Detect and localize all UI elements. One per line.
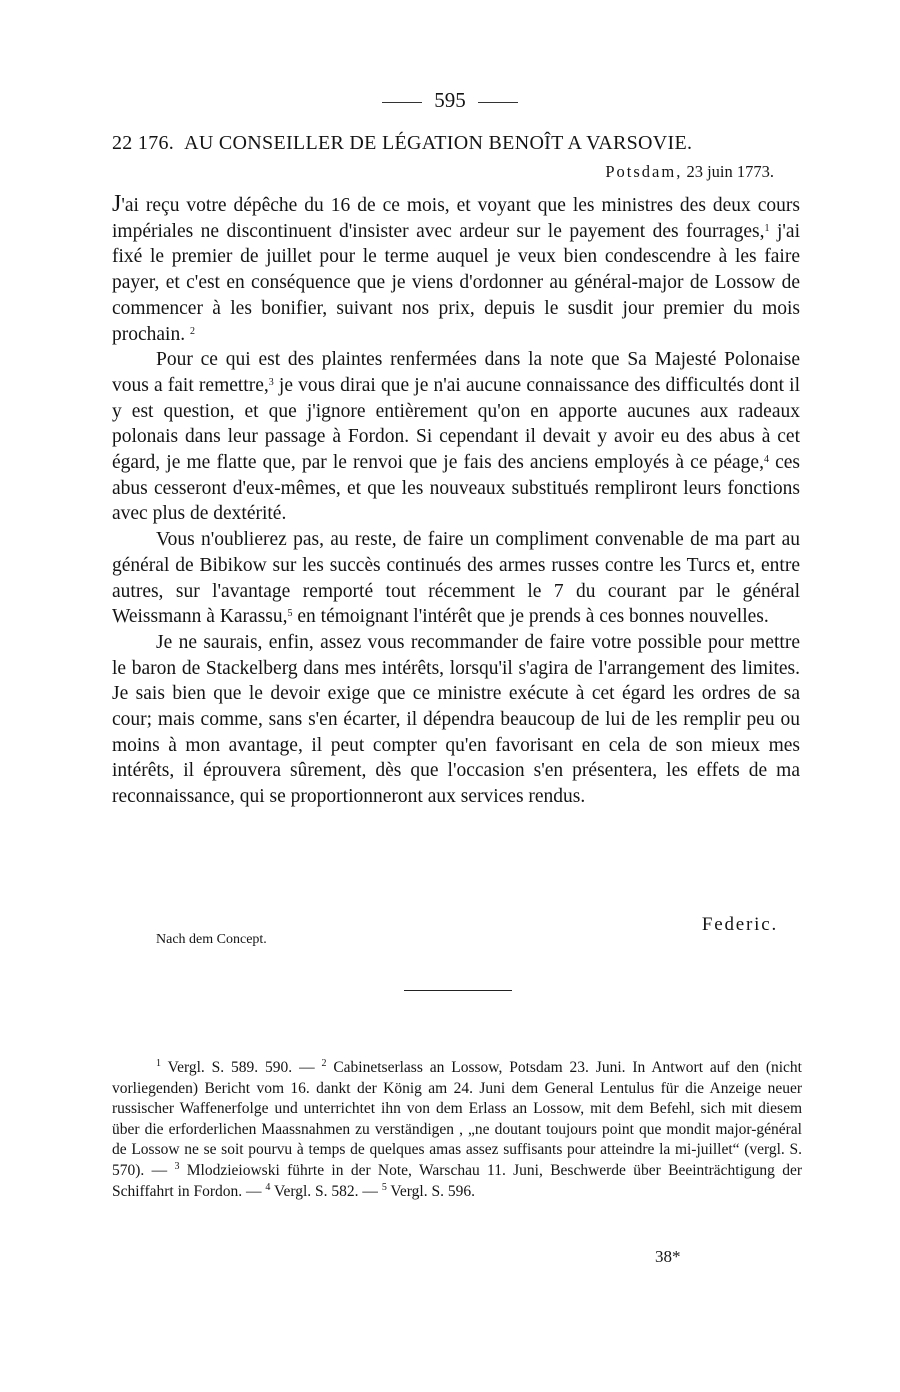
paragraph-2-text-c: ces abus cesseront d'eux-mêmes, et que les nouveaux substitués rempliront leurs fonctions avec plus de dextérité. [112, 452, 800, 525]
footnote-ref-2: 2 [189, 325, 195, 337]
page-number-dash-left [382, 102, 422, 103]
footnote-mark-3: 3 [174, 1160, 180, 1172]
dateline [605, 162, 774, 182]
footnote-ref-3: 3 [268, 376, 274, 388]
footnote-5: Vergl. S. 596. [386, 1182, 475, 1200]
source-note: Nach dem Concept. [156, 932, 267, 947]
footnote-ref-1: 1 [764, 222, 770, 234]
footnote-2: Cabinetserlass an Lossow, Potsdam 23. Juni. In Antwort auf den (nicht vorliegenden) Bericht vom 16. dankt der König am 24. Juni dem General Lentulus für die Anzeige neuer russischer Waffenerfolge und unterrichtet ihn von dem Erlass an Lossow, mit dem Befehl, sich mit diesem über die erforderlichen Maassnahmen zu verständigen , „ne doutant toujours point que mondit major-général de Lossow ne se soit pourvu à temps de quelques amas assez suffisants pour atteindre la mi-juillet“ (vergl. S. 570). — [112, 1059, 802, 1179]
paragraph-2-text-b: je vous dirai que je n'ai aucune connaissance des difficultés dont il y est question, et que j'ignore entièrement qu'on en apporte aucunes aux radeaux polonais dans leur passage à Fordon. Si cependant il devait y avoir eu des abus à cet égard, je me flatte que, par le renvoi que je fais des anciens employés à ce péage, [112, 374, 800, 474]
page-number-text: 595 [434, 88, 466, 112]
letter-body [112, 192, 800, 810]
initial-letter: J [112, 191, 122, 217]
paragraph-1 [112, 192, 800, 347]
paragraph-3-text-a: Vous n'oublierez pas, au reste, de faire un compliment convenable de ma part au général de Bibikow sur les succès continués des armes russes contre les Turcs et, entre autres, sur l'avantage remporté tout récemment le 7 du courant par le général Weissmann à Karassu, [112, 529, 800, 628]
footnote-mark-4: 4 [265, 1181, 271, 1193]
footnotes-text [112, 1058, 802, 1202]
paragraph-2 [112, 347, 800, 527]
paragraph-1-text-a: 'ai reçu votre dépêche du 16 de ce mois, et voyant que les ministres des deux cours impériales ne discontinuent d'insister avec ardeur sur le payement des fourrages, [112, 195, 800, 242]
paragraph-2-text-a: Pour ce qui est des plaintes renfermées dans la note que Sa Majesté Polonaise vous a fait remettre, [112, 349, 800, 396]
footnote-ref-4: 4 [763, 454, 769, 466]
footnote-mark-5: 5 [381, 1181, 387, 1193]
footnote-3: Mlodzieiowski führte in der Note, Warschau 11. Juni, Beschwerde über Beeinträchtigung der Schiffahrt in Fordon. — [112, 1161, 802, 1200]
footnotes [112, 1058, 802, 1202]
paragraph-3 [112, 527, 800, 630]
footnote-ref-5: 5 [287, 608, 293, 620]
page-number-dash-right [478, 102, 518, 103]
letter-heading [112, 132, 802, 155]
paragraph-3-text-b: en témoignant l'intérêt que je prends à ces bonnes nouvelles. [292, 606, 769, 628]
dateline-place: Potsdam, [605, 162, 683, 181]
paragraph-1-text-b: j'ai fixé le premier de juillet pour le terme auquel je veux bien condescendre à les faire payer, et c'est en conséquence que je viens d'ordonner au général-major de Lossow de commencer à les bonifier, suivant nos prix, depuis le susdit jour premier du mois prochain. [112, 220, 800, 345]
footnote-1: Vergl. S. 589. 590. — [161, 1059, 322, 1076]
letter-number: 22 176. [112, 132, 175, 154]
dateline-date: 23 juin 1773. [686, 162, 774, 181]
footnote-mark-2: 2 [321, 1058, 327, 1069]
footnote-separator [404, 990, 512, 991]
page-number [0, 88, 900, 113]
signature: Federic. [701, 914, 778, 935]
footnote-mark-1: 1 [156, 1058, 161, 1069]
footnote-4: Vergl. S. 582. — [270, 1182, 382, 1200]
printer-signature-mark: 38* [655, 1247, 681, 1266]
paragraph-4: Je ne saurais, enfin, assez vous recommander de faire votre possible pour mettre le baron de Stackelberg dans mes intérêts, lorsqu'il s'agira de l'arrangement des limites. Je sais bien que le devoir exige que ce ministre exécute à cet égard les ordres de sa cour; mais comme, sans s'en écarter, il dépendra beaucoup de lui de les remplir peu ou moins à mon avantage, il peut compter qu'en favorisant en cela de son mieux mes intérêts, il éprouvera sûrement, dès que l'occasion s'en présentera, les effets de ma reconnaissance, qui se proportionneront aux services rendus. [112, 631, 800, 808]
letter-title: AU CONSEILLER DE LÉGATION BENOÎT A VARSOVIE. [184, 132, 693, 154]
